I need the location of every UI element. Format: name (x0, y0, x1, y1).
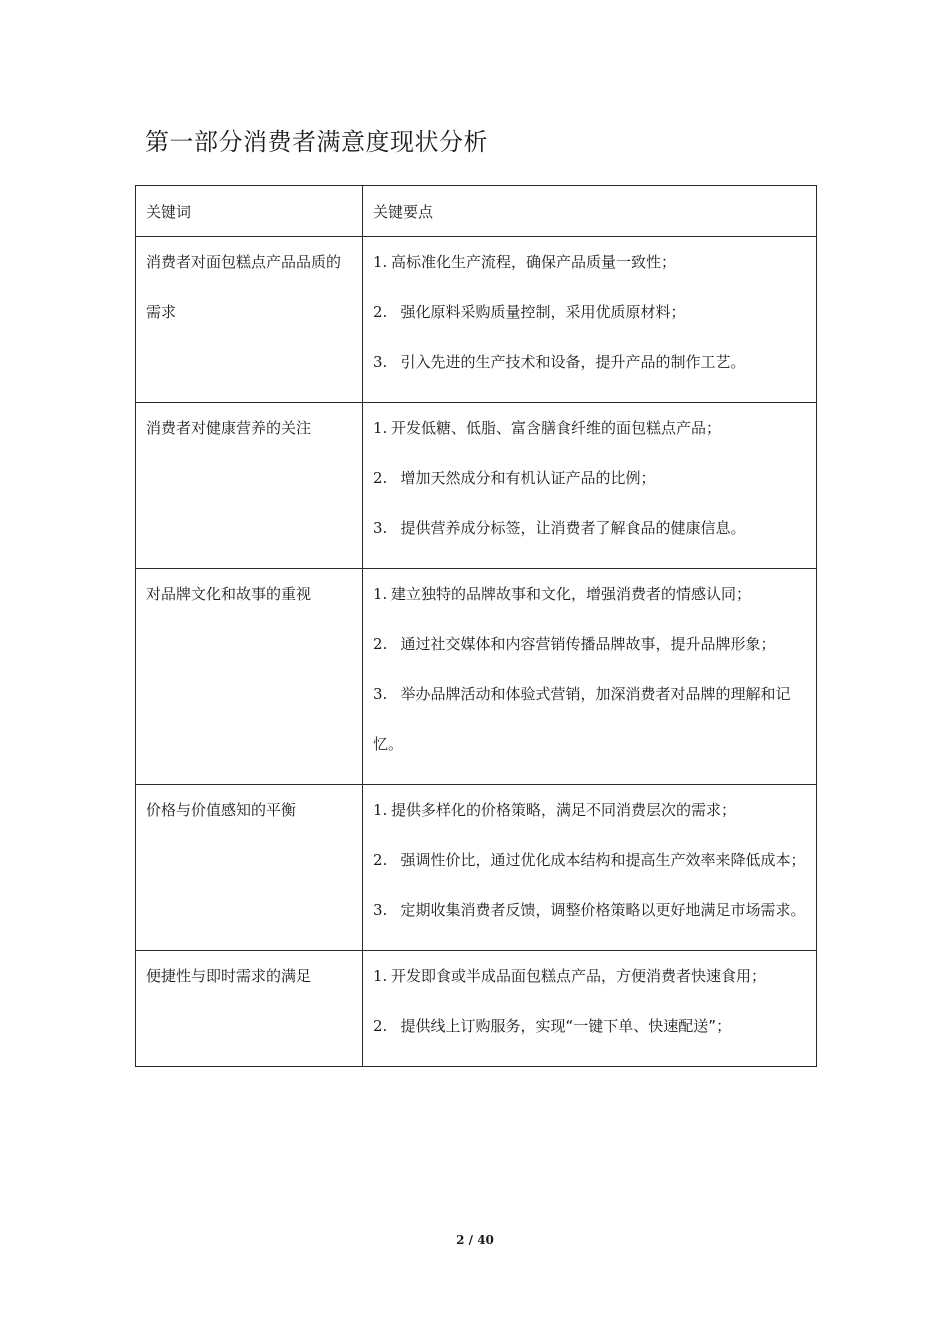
header-points: 关键要点 (363, 186, 817, 237)
keyword-text: 消费者对健康营养的关注 (146, 419, 312, 437)
table-body (136, 237, 817, 1067)
point-number: 3. (373, 685, 388, 703)
points-list (373, 569, 806, 769)
point-number: 1. (373, 801, 388, 819)
points-list (373, 237, 806, 387)
point-text: 增加天然成分和有机认证产品的比例； (391, 469, 656, 487)
keyword-cell (136, 569, 363, 785)
points-list (373, 403, 806, 553)
keyword-cell (136, 403, 363, 569)
table-row (136, 569, 817, 785)
point-item (373, 569, 806, 619)
point-item (373, 287, 806, 337)
point-number: 2. (373, 635, 388, 653)
points-cell (363, 403, 817, 569)
point-text: 建立独特的品牌故事和文化，增强消费者的情感认同； (391, 585, 752, 603)
point-number: 3. (373, 353, 388, 371)
table-header-row (136, 186, 817, 237)
table-row (136, 237, 817, 403)
keyword-text: 消费者对面包糕点产品品质的需求 (146, 253, 342, 321)
point-text: 强调性价比，通过优化成本结构和提高生产效率来降低成本； (391, 851, 806, 869)
point-item (373, 237, 806, 287)
point-number: 2. (373, 303, 388, 321)
point-number: 2. (373, 851, 388, 869)
point-text: 提供线上订购服务，实现“一键下单、快速配送”； (391, 1017, 732, 1035)
point-number: 1. (373, 967, 388, 985)
point-item (373, 951, 806, 1001)
point-text: 强化原料采购质量控制，采用优质原材料； (391, 303, 686, 321)
keyword-cell (136, 951, 363, 1067)
point-item (373, 669, 806, 769)
page-current: 2 (456, 1233, 465, 1247)
point-number: 1. (373, 419, 388, 437)
key-points-table (135, 185, 817, 1067)
points-list (373, 785, 806, 935)
point-number: 3. (373, 901, 388, 919)
point-number: 2. (373, 1017, 388, 1035)
point-item (373, 453, 806, 503)
points-cell (363, 951, 817, 1067)
point-item (373, 503, 806, 553)
point-number: 3. (373, 519, 388, 537)
point-item (373, 835, 806, 885)
keyword-text: 便捷性与即时需求的满足 (146, 967, 312, 985)
point-text: 开发即食或半成品面包糕点产品，方便消费者快速食用； (391, 967, 767, 985)
page-number (0, 1233, 950, 1247)
point-text: 开发低糖、低脂、富含膳食纤维的面包糕点产品； (391, 419, 722, 437)
point-number: 1. (373, 253, 388, 271)
page-title: 第一部分消费者满意度现状分析 (145, 128, 488, 156)
point-text: 提供多样化的价格策略，满足不同消费层次的需求； (391, 801, 737, 819)
points-cell (363, 785, 817, 951)
point-text: 高标准化生产流程，确保产品质量一致性； (391, 253, 677, 271)
points-list (373, 951, 806, 1051)
page-separator: / (464, 1233, 478, 1247)
point-text: 定期收集消费者反馈，调整价格策略以更好地满足市场需求。 (391, 901, 806, 919)
point-item (373, 619, 806, 669)
point-item (373, 785, 806, 835)
keyword-text: 对品牌文化和故事的重视 (146, 585, 312, 603)
point-item (373, 403, 806, 453)
keyword-cell (136, 785, 363, 951)
point-text: 提供营养成分标签，让消费者了解食品的健康信息。 (391, 519, 746, 537)
point-text: 引入先进的生产技术和设备，提升产品的制作工艺。 (391, 353, 746, 371)
point-item (373, 337, 806, 387)
page-total: 40 (477, 1233, 494, 1247)
point-item (373, 885, 806, 935)
keyword-text: 价格与价值感知的平衡 (146, 801, 297, 819)
point-item (373, 1001, 806, 1051)
table-row (136, 951, 817, 1067)
points-cell (363, 569, 817, 785)
point-number: 1. (373, 585, 388, 603)
point-text: 通过社交媒体和内容营销传播品牌故事，提升品牌形象； (391, 635, 776, 653)
table-row (136, 785, 817, 951)
keyword-cell (136, 237, 363, 403)
point-text: 举办品牌活动和体验式营销，加深消费者对品牌的理解和记忆。 (373, 685, 791, 753)
point-number: 2. (373, 469, 388, 487)
table-row (136, 403, 817, 569)
header-keyword: 关键词 (136, 186, 363, 237)
points-cell (363, 237, 817, 403)
